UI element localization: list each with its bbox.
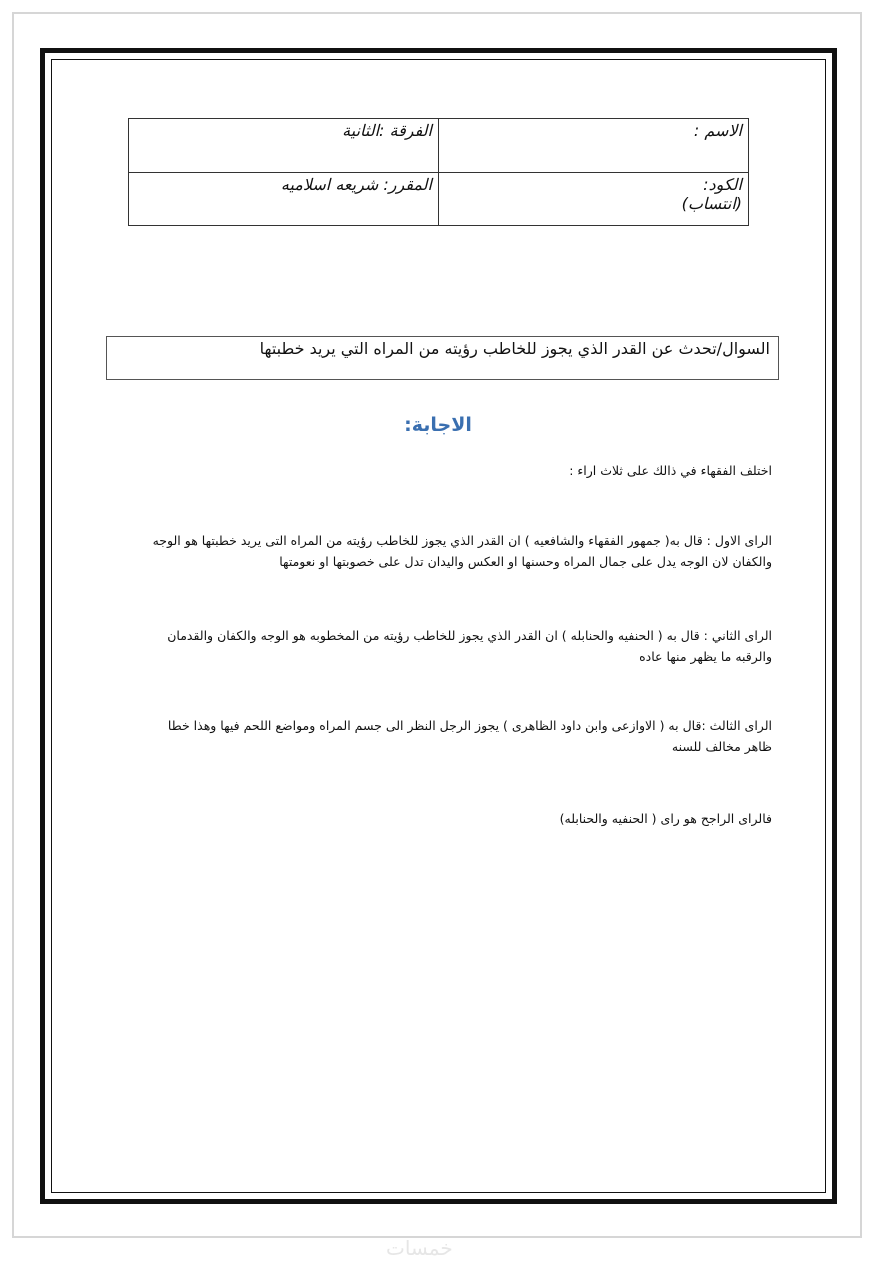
course-label: المقرر: شريعه اسلاميه [280,174,432,194]
opinion-second: الراى الثاني : قال به ( الحنفيه والحنابله ) ان القدر الذي يجوز للخاطب رؤيته من المخطوبه هو الوجه والكفان والقدمان والرقبه ما يظهر منها عاده [167,628,772,664]
conclusion: فالراى الراجح هو راى ( الحنفيه والحنابله) [559,811,772,826]
code-label: الكود: [703,174,742,194]
answer-heading: الاجابة: [404,414,472,436]
question-box: السوال/تحدث عن القدر الذي يجوز للخاطب رؤيته من المراه التي يريد خطبتها [106,336,779,380]
table-row [129,172,749,226]
course-cell [129,172,439,226]
year-label: الفرقة :الثانية [342,121,432,140]
year-cell [129,119,439,173]
table-row [129,119,749,173]
name-cell [439,119,749,173]
answer-intro: اختلف الفقهاء في ذالك على ثلاث اراء : [569,463,772,478]
name-label: الاسم : [693,121,742,140]
student-info-table [128,118,749,226]
opinion-first: الراى الاول : قال به( جمهور الفقهاء والشافعيه ) ان القدر الذي يجوز للخاطب رؤيته من المراه التى يريد خطبتها هو الوجه والكفان لان الوجه يدل على جمال المراه وحسنها او العكس واليدان تدل على خصوبتها او نعومتها [152,533,772,569]
opinion-third: الراى الثالث :قال به ( الاوازعى وابن داود الظاهرى ) يجوز الرجل النظر الى جسم المراه ومواضع اللحم فيها وهذا خطا ظاهر مخالف للسنه [167,718,772,754]
watermark-logo: خمسات [386,1236,453,1260]
code-cell [439,172,749,226]
code-note: (انتساب) [681,193,742,213]
